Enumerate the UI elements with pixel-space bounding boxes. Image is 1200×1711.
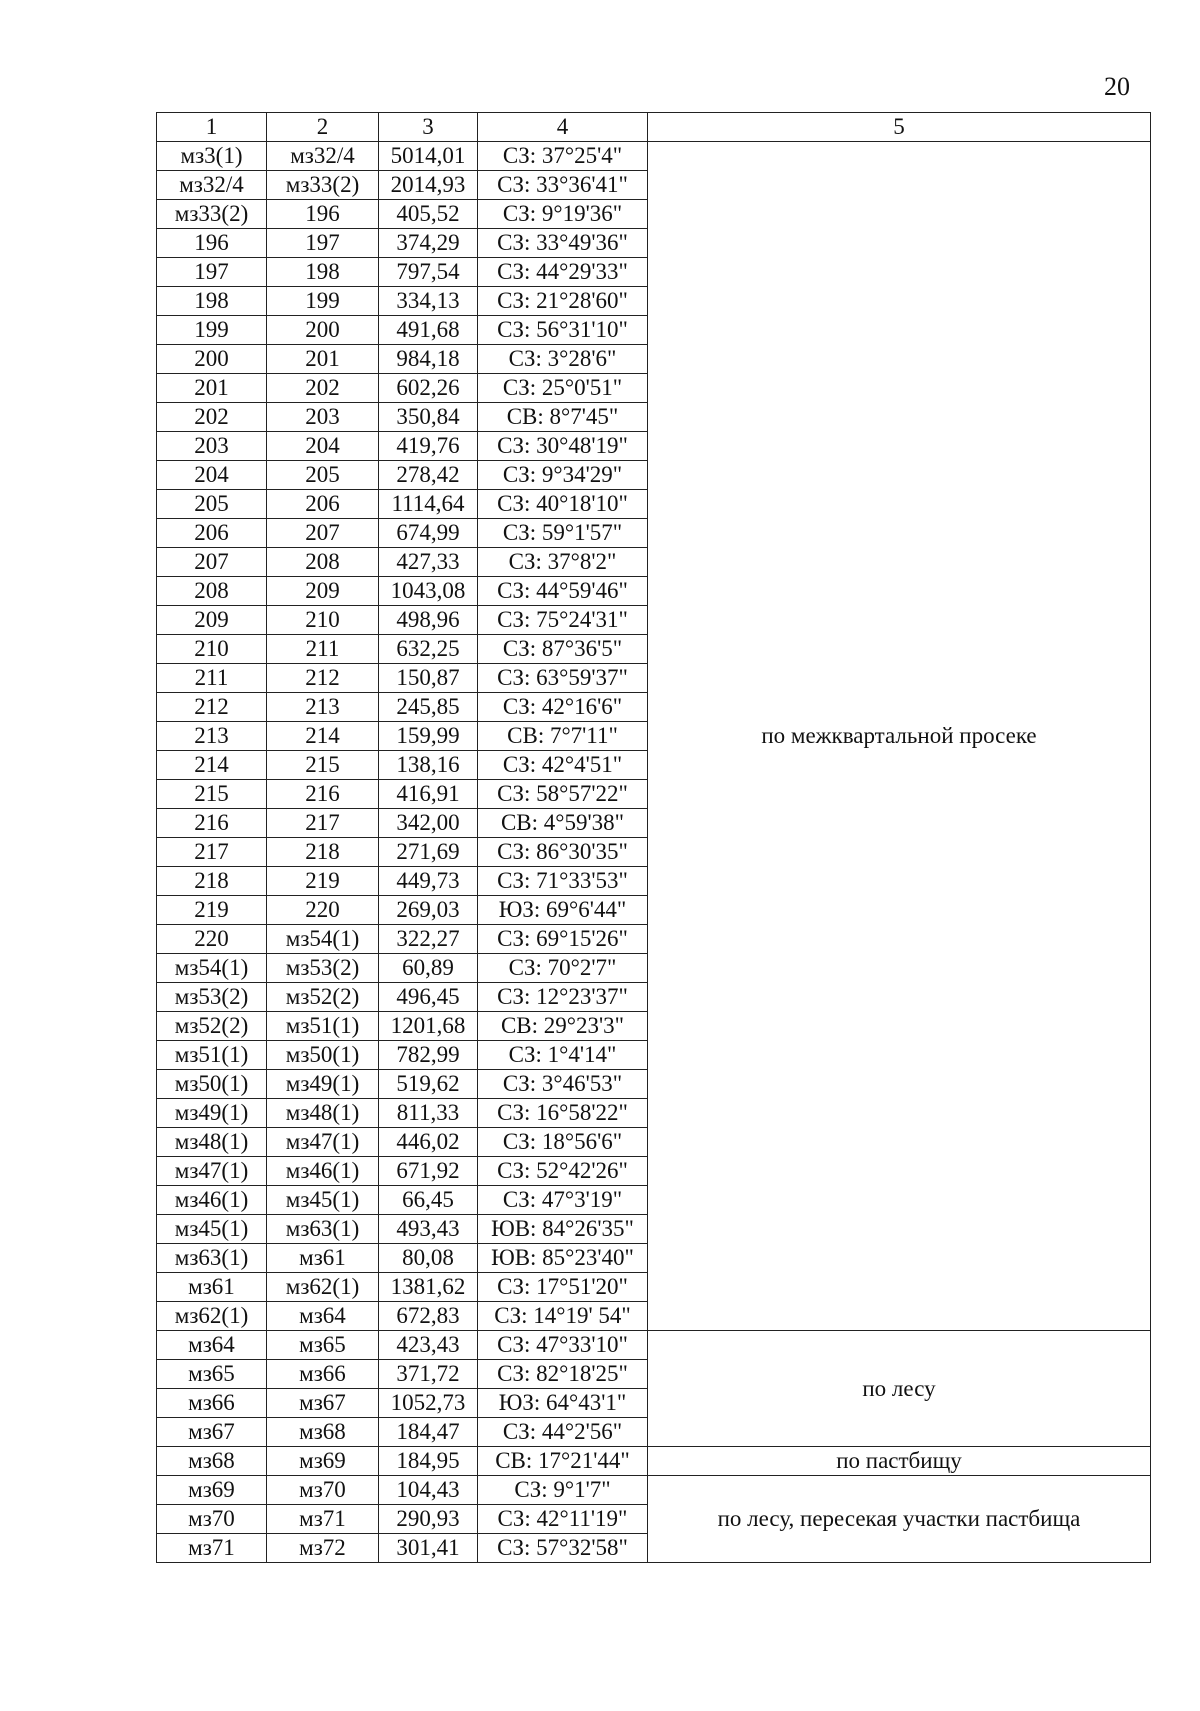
- from-point-cell: 220: [157, 925, 267, 954]
- table-header: [157, 113, 1151, 142]
- to-point-cell: 213: [267, 693, 379, 722]
- bearing-cell: СЗ: 37°8'2": [478, 548, 648, 577]
- from-point-cell: 210: [157, 635, 267, 664]
- to-point-cell: мз47(1): [267, 1128, 379, 1157]
- from-point-cell: мз3(1): [157, 142, 267, 171]
- boundary-description-cell: по лесу, пересекая участки пастбища: [648, 1476, 1151, 1563]
- to-point-cell: мз33(2): [267, 171, 379, 200]
- bearing-cell: СЗ: 42°4'51": [478, 751, 648, 780]
- page-number: 20: [1104, 72, 1130, 101]
- length-cell: 1043,08: [379, 577, 478, 606]
- from-point-cell: мз65: [157, 1360, 267, 1389]
- to-point-cell: мз72: [267, 1534, 379, 1563]
- bearing-cell: СЗ: 21°28'60": [478, 287, 648, 316]
- from-point-cell: мз63(1): [157, 1244, 267, 1273]
- to-point-cell: 202: [267, 374, 379, 403]
- length-cell: 159,99: [379, 722, 478, 751]
- bearing-cell: СЗ: 56°31'10": [478, 316, 648, 345]
- to-point-cell: 220: [267, 896, 379, 925]
- bearing-cell: ЮЗ: 64°43'1": [478, 1389, 648, 1418]
- table-body: [157, 142, 1151, 1563]
- from-point-cell: мз51(1): [157, 1041, 267, 1070]
- bearing-cell: СЗ: 58°57'22": [478, 780, 648, 809]
- bearing-cell: СЗ: 82°18'25": [478, 1360, 648, 1389]
- to-point-cell: мз52(2): [267, 983, 379, 1012]
- bearing-cell: СЗ: 9°1'7": [478, 1476, 648, 1505]
- to-point-cell: мз46(1): [267, 1157, 379, 1186]
- length-cell: 245,85: [379, 693, 478, 722]
- length-cell: 632,25: [379, 635, 478, 664]
- length-cell: 80,08: [379, 1244, 478, 1273]
- length-cell: 782,99: [379, 1041, 478, 1070]
- length-cell: 301,41: [379, 1534, 478, 1563]
- length-cell: 496,45: [379, 983, 478, 1012]
- length-cell: 271,69: [379, 838, 478, 867]
- length-cell: 371,72: [379, 1360, 478, 1389]
- to-point-cell: 218: [267, 838, 379, 867]
- bearing-cell: СЗ: 37°25'4": [478, 142, 648, 171]
- length-cell: 290,93: [379, 1505, 478, 1534]
- length-cell: 184,47: [379, 1418, 478, 1447]
- length-cell: 672,83: [379, 1302, 478, 1331]
- bearing-cell: СЗ: 14°19' 54": [478, 1302, 648, 1331]
- bearing-cell: СЗ: 12°23'37": [478, 983, 648, 1012]
- bearing-cell: СЗ: 63°59'37": [478, 664, 648, 693]
- bearing-cell: СЗ: 86°30'35": [478, 838, 648, 867]
- header-row: [157, 113, 1151, 142]
- from-point-cell: мз45(1): [157, 1215, 267, 1244]
- to-point-cell: мз71: [267, 1505, 379, 1534]
- to-point-cell: мз67: [267, 1389, 379, 1418]
- length-cell: 671,92: [379, 1157, 478, 1186]
- length-cell: 493,43: [379, 1215, 478, 1244]
- from-point-cell: мз48(1): [157, 1128, 267, 1157]
- length-cell: 66,45: [379, 1186, 478, 1215]
- bearing-cell: СВ: 29°23'3": [478, 1012, 648, 1041]
- header-col-2: 2: [267, 113, 379, 142]
- bearing-cell: СЗ: 18°56'6": [478, 1128, 648, 1157]
- table-row: [157, 1447, 1151, 1476]
- from-point-cell: 208: [157, 577, 267, 606]
- from-point-cell: 207: [157, 548, 267, 577]
- to-point-cell: 212: [267, 664, 379, 693]
- from-point-cell: 214: [157, 751, 267, 780]
- bearing-cell: СЗ: 16°58'22": [478, 1099, 648, 1128]
- to-point-cell: 205: [267, 461, 379, 490]
- to-point-cell: 209: [267, 577, 379, 606]
- to-point-cell: мз53(2): [267, 954, 379, 983]
- bearing-cell: СЗ: 33°49'36": [478, 229, 648, 258]
- length-cell: 498,96: [379, 606, 478, 635]
- bearing-cell: СЗ: 3°46'53": [478, 1070, 648, 1099]
- bearing-cell: СВ: 4°59'38": [478, 809, 648, 838]
- length-cell: 322,27: [379, 925, 478, 954]
- to-point-cell: мз49(1): [267, 1070, 379, 1099]
- to-point-cell: 207: [267, 519, 379, 548]
- to-point-cell: мз68: [267, 1418, 379, 1447]
- to-point-cell: мз62(1): [267, 1273, 379, 1302]
- bearing-cell: ЮВ: 84°26'35": [478, 1215, 648, 1244]
- from-point-cell: мз66: [157, 1389, 267, 1418]
- from-point-cell: мз61: [157, 1273, 267, 1302]
- from-point-cell: мз71: [157, 1534, 267, 1563]
- from-point-cell: мз46(1): [157, 1186, 267, 1215]
- from-point-cell: 213: [157, 722, 267, 751]
- to-point-cell: 208: [267, 548, 379, 577]
- to-point-cell: мз65: [267, 1331, 379, 1360]
- from-point-cell: мз53(2): [157, 983, 267, 1012]
- length-cell: 60,89: [379, 954, 478, 983]
- length-cell: 449,73: [379, 867, 478, 896]
- bearing-cell: СЗ: 69°15'26": [478, 925, 648, 954]
- length-cell: 811,33: [379, 1099, 478, 1128]
- length-cell: 278,42: [379, 461, 478, 490]
- length-cell: 334,13: [379, 287, 478, 316]
- boundary-description-cell: по межквартальной просеке: [648, 142, 1151, 1331]
- length-cell: 427,33: [379, 548, 478, 577]
- from-point-cell: 196: [157, 229, 267, 258]
- length-cell: 984,18: [379, 345, 478, 374]
- from-point-cell: мз32/4: [157, 171, 267, 200]
- bearing-cell: СЗ: 40°18'10": [478, 490, 648, 519]
- from-point-cell: 216: [157, 809, 267, 838]
- header-col-4: 4: [478, 113, 648, 142]
- from-point-cell: мз52(2): [157, 1012, 267, 1041]
- boundary-description-cell: по лесу: [648, 1331, 1151, 1447]
- bearing-cell: СЗ: 59°1'57": [478, 519, 648, 548]
- to-point-cell: 211: [267, 635, 379, 664]
- bearing-cell: СЗ: 42°11'19": [478, 1505, 648, 1534]
- bearing-cell: СЗ: 70°2'7": [478, 954, 648, 983]
- from-point-cell: 212: [157, 693, 267, 722]
- to-point-cell: мз48(1): [267, 1099, 379, 1128]
- bearing-cell: СЗ: 47°3'19": [478, 1186, 648, 1215]
- bearing-cell: СВ: 7°7'11": [478, 722, 648, 751]
- to-point-cell: мз70: [267, 1476, 379, 1505]
- length-cell: 797,54: [379, 258, 478, 287]
- from-point-cell: мз67: [157, 1418, 267, 1447]
- from-point-cell: 199: [157, 316, 267, 345]
- to-point-cell: 206: [267, 490, 379, 519]
- from-point-cell: 205: [157, 490, 267, 519]
- to-point-cell: 201: [267, 345, 379, 374]
- from-point-cell: 206: [157, 519, 267, 548]
- bearing-cell: СЗ: 25°0'51": [478, 374, 648, 403]
- to-point-cell: 204: [267, 432, 379, 461]
- length-cell: 419,76: [379, 432, 478, 461]
- bearing-cell: СЗ: 44°29'33": [478, 258, 648, 287]
- from-point-cell: 197: [157, 258, 267, 287]
- to-point-cell: мз66: [267, 1360, 379, 1389]
- bearing-cell: СЗ: 42°16'6": [478, 693, 648, 722]
- header-col-1: 1: [157, 113, 267, 142]
- length-cell: 674,99: [379, 519, 478, 548]
- from-point-cell: 211: [157, 664, 267, 693]
- to-point-cell: 200: [267, 316, 379, 345]
- from-point-cell: 215: [157, 780, 267, 809]
- to-point-cell: 214: [267, 722, 379, 751]
- length-cell: 269,03: [379, 896, 478, 925]
- length-cell: 150,87: [379, 664, 478, 693]
- to-point-cell: мз54(1): [267, 925, 379, 954]
- from-point-cell: 198: [157, 287, 267, 316]
- length-cell: 602,26: [379, 374, 478, 403]
- bearing-cell: ЮВ: 85°23'40": [478, 1244, 648, 1273]
- length-cell: 446,02: [379, 1128, 478, 1157]
- table-row: [157, 1476, 1151, 1505]
- table-row: [157, 142, 1151, 171]
- from-point-cell: 218: [157, 867, 267, 896]
- length-cell: 1381,62: [379, 1273, 478, 1302]
- length-cell: 1052,73: [379, 1389, 478, 1418]
- from-point-cell: 217: [157, 838, 267, 867]
- from-point-cell: мз47(1): [157, 1157, 267, 1186]
- from-point-cell: 201: [157, 374, 267, 403]
- from-point-cell: 202: [157, 403, 267, 432]
- from-point-cell: 200: [157, 345, 267, 374]
- bearing-cell: СЗ: 44°2'56": [478, 1418, 648, 1447]
- from-point-cell: мз49(1): [157, 1099, 267, 1128]
- bearing-cell: СЗ: 9°19'36": [478, 200, 648, 229]
- boundary-table: [156, 112, 1151, 1563]
- from-point-cell: мз64: [157, 1331, 267, 1360]
- length-cell: 519,62: [379, 1070, 478, 1099]
- to-point-cell: 203: [267, 403, 379, 432]
- length-cell: 104,43: [379, 1476, 478, 1505]
- from-point-cell: мз33(2): [157, 200, 267, 229]
- to-point-cell: 199: [267, 287, 379, 316]
- length-cell: 405,52: [379, 200, 478, 229]
- to-point-cell: 219: [267, 867, 379, 896]
- length-cell: 1114,64: [379, 490, 478, 519]
- from-point-cell: мз68: [157, 1447, 267, 1476]
- bearing-cell: СЗ: 87°36'5": [478, 635, 648, 664]
- length-cell: 138,16: [379, 751, 478, 780]
- bearing-cell: СЗ: 17°51'20": [478, 1273, 648, 1302]
- length-cell: 423,43: [379, 1331, 478, 1360]
- to-point-cell: мз51(1): [267, 1012, 379, 1041]
- to-point-cell: мз45(1): [267, 1186, 379, 1215]
- from-point-cell: мз70: [157, 1505, 267, 1534]
- from-point-cell: мз54(1): [157, 954, 267, 983]
- from-point-cell: 203: [157, 432, 267, 461]
- to-point-cell: 198: [267, 258, 379, 287]
- length-cell: 342,00: [379, 809, 478, 838]
- to-point-cell: мз32/4: [267, 142, 379, 171]
- to-point-cell: 197: [267, 229, 379, 258]
- to-point-cell: мз69: [267, 1447, 379, 1476]
- to-point-cell: 217: [267, 809, 379, 838]
- bearing-cell: СЗ: 30°48'19": [478, 432, 648, 461]
- length-cell: 184,95: [379, 1447, 478, 1476]
- bearing-cell: СЗ: 52°42'26": [478, 1157, 648, 1186]
- bearing-cell: СЗ: 57°32'58": [478, 1534, 648, 1563]
- bearing-cell: СВ: 17°21'44": [478, 1447, 648, 1476]
- to-point-cell: мз50(1): [267, 1041, 379, 1070]
- from-point-cell: мз62(1): [157, 1302, 267, 1331]
- to-point-cell: 215: [267, 751, 379, 780]
- to-point-cell: мз61: [267, 1244, 379, 1273]
- from-point-cell: 209: [157, 606, 267, 635]
- to-point-cell: мз64: [267, 1302, 379, 1331]
- length-cell: 491,68: [379, 316, 478, 345]
- from-point-cell: мз50(1): [157, 1070, 267, 1099]
- bearing-cell: СЗ: 44°59'46": [478, 577, 648, 606]
- to-point-cell: 216: [267, 780, 379, 809]
- boundary-description-cell: по пастбищу: [648, 1447, 1151, 1476]
- bearing-cell: ЮЗ: 69°6'44": [478, 896, 648, 925]
- header-col-3: 3: [379, 113, 478, 142]
- bearing-cell: СЗ: 33°36'41": [478, 171, 648, 200]
- bearing-cell: СЗ: 47°33'10": [478, 1331, 648, 1360]
- bearing-cell: СЗ: 3°28'6": [478, 345, 648, 374]
- length-cell: 350,84: [379, 403, 478, 432]
- length-cell: 416,91: [379, 780, 478, 809]
- from-point-cell: мз69: [157, 1476, 267, 1505]
- bearing-cell: СЗ: 75°24'31": [478, 606, 648, 635]
- bearing-cell: СЗ: 1°4'14": [478, 1041, 648, 1070]
- to-point-cell: 196: [267, 200, 379, 229]
- bearing-cell: СЗ: 9°34'29": [478, 461, 648, 490]
- from-point-cell: 219: [157, 896, 267, 925]
- to-point-cell: мз63(1): [267, 1215, 379, 1244]
- length-cell: 2014,93: [379, 171, 478, 200]
- table-row: [157, 1331, 1151, 1360]
- to-point-cell: 210: [267, 606, 379, 635]
- length-cell: 374,29: [379, 229, 478, 258]
- bearing-cell: СЗ: 71°33'53": [478, 867, 648, 896]
- length-cell: 1201,68: [379, 1012, 478, 1041]
- bearing-cell: СВ: 8°7'45": [478, 403, 648, 432]
- header-col-5: 5: [648, 113, 1151, 142]
- from-point-cell: 204: [157, 461, 267, 490]
- length-cell: 5014,01: [379, 142, 478, 171]
